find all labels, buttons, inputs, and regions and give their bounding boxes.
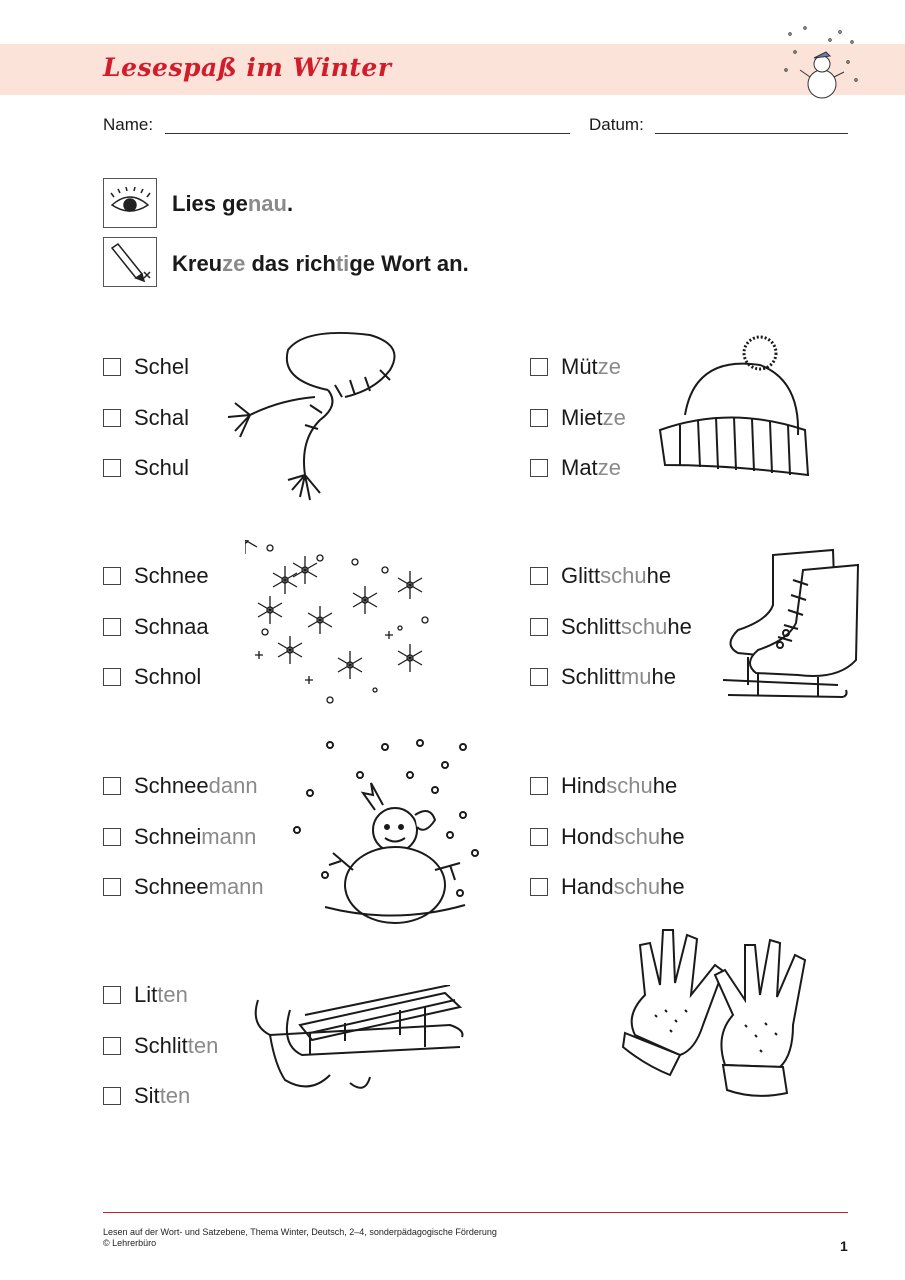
sled-picture xyxy=(250,985,475,1105)
option-word xyxy=(134,455,189,481)
word-syllable: Miet xyxy=(561,404,603,430)
option-row[interactable] xyxy=(103,874,264,900)
option-word xyxy=(561,824,685,850)
option-word xyxy=(134,773,258,799)
instruction-syllable: nau xyxy=(247,191,287,216)
option-word xyxy=(134,1083,190,1109)
option-row[interactable] xyxy=(530,773,677,799)
option-row[interactable] xyxy=(530,563,671,589)
instruction-check xyxy=(172,251,469,277)
date-label: Datum: xyxy=(589,115,644,134)
option-row[interactable] xyxy=(103,1033,218,1059)
word-syllable: Hond xyxy=(561,823,614,849)
snowman-picture xyxy=(285,735,480,925)
word-syllable: Mat xyxy=(561,455,598,480)
word-syllable-highlight: ten xyxy=(159,1083,191,1108)
word-syllable-highlight: mann xyxy=(201,823,257,849)
option-row[interactable] xyxy=(103,982,188,1008)
option-word xyxy=(561,455,621,481)
word-syllable: Schlitt xyxy=(561,613,621,639)
footer-line-2: © Lehrerbüro xyxy=(103,1238,157,1248)
word-syllable: Hand xyxy=(561,874,614,899)
page-number: 1 xyxy=(840,1238,848,1254)
option-row[interactable] xyxy=(530,614,692,640)
word-syllable: Lit xyxy=(134,982,158,1007)
instruction-read xyxy=(172,191,293,217)
option-word xyxy=(561,614,692,640)
eye-icon xyxy=(104,179,156,227)
answer-checkbox[interactable] xyxy=(530,777,548,795)
option-row[interactable] xyxy=(103,614,209,640)
word-syllable: he xyxy=(660,874,685,899)
word-syllable-highlight: ten xyxy=(187,1032,219,1058)
word-syllable: Schnee xyxy=(134,874,209,899)
option-word xyxy=(134,664,201,690)
word-syllable: he xyxy=(651,664,676,689)
word-syllable: Schal xyxy=(134,404,190,430)
word-syllable: Schlitt xyxy=(561,664,621,689)
word-syllable: Müt xyxy=(561,354,598,379)
word-syllable-highlight: schu xyxy=(613,874,661,899)
option-word xyxy=(561,664,676,690)
option-word xyxy=(134,354,189,380)
option-row[interactable] xyxy=(530,874,685,900)
option-word xyxy=(134,405,189,431)
footer-rule xyxy=(103,1212,848,1213)
answer-checkbox[interactable] xyxy=(103,409,121,427)
scarf-picture xyxy=(210,325,410,510)
footer-line-1: Lesen auf der Wort- und Satzebene, Thema Winter, Deutsch, 2–4, sonderpädagogische Förderung xyxy=(103,1227,497,1237)
answer-checkbox[interactable] xyxy=(530,409,548,427)
snowflakes-picture xyxy=(245,540,440,705)
word-syllable: he xyxy=(646,563,672,588)
option-word xyxy=(134,982,188,1008)
word-syllable-highlight: dann xyxy=(208,773,258,798)
name-label: Name: xyxy=(103,115,154,134)
word-syllable-highlight: ten xyxy=(157,982,188,1007)
option-word xyxy=(134,874,264,900)
word-syllable: Schnee xyxy=(134,773,209,798)
instruction-text: ge Wort an. xyxy=(349,251,469,276)
word-syllable: Glitt xyxy=(561,563,601,588)
option-row[interactable] xyxy=(103,563,209,589)
hat-picture xyxy=(650,325,815,490)
word-syllable-highlight: ze xyxy=(602,404,626,430)
word-syllable-highlight: ze xyxy=(597,354,621,379)
word-syllable-highlight: schu xyxy=(600,563,647,588)
pencil-icon xyxy=(104,238,156,286)
instruction-text: . xyxy=(286,191,294,216)
option-word xyxy=(134,563,209,589)
word-syllable-highlight: mann xyxy=(208,874,264,899)
answer-checkbox[interactable] xyxy=(103,828,121,846)
option-word xyxy=(134,824,256,850)
answer-checkbox[interactable] xyxy=(103,1037,121,1055)
word-syllable: Hind xyxy=(561,773,607,798)
option-row[interactable] xyxy=(103,455,189,481)
word-syllable: Schnee xyxy=(134,563,209,588)
word-syllable: he xyxy=(652,773,678,798)
page-title: Lesespaß im Winter xyxy=(103,53,392,82)
option-word xyxy=(561,354,621,380)
word-syllable: Schnei xyxy=(134,823,202,849)
option-row[interactable] xyxy=(103,405,189,431)
pencil-icon-box xyxy=(103,237,157,287)
option-row[interactable] xyxy=(103,773,258,799)
option-row[interactable] xyxy=(103,1083,190,1109)
option-row[interactable] xyxy=(530,824,685,850)
instruction-syllable: ze xyxy=(222,251,246,276)
answer-checkbox[interactable] xyxy=(103,878,121,896)
word-syllable: Schlit xyxy=(134,1032,188,1058)
eye-icon-box xyxy=(103,178,157,228)
answer-checkbox[interactable] xyxy=(103,567,121,585)
option-row[interactable] xyxy=(530,664,676,690)
answer-checkbox[interactable] xyxy=(103,986,121,1004)
instruction-text: Lies ge xyxy=(172,191,248,216)
option-word xyxy=(561,773,677,799)
word-syllable-highlight: ze xyxy=(597,455,621,480)
skates-picture xyxy=(718,545,868,710)
word-syllable: Schnaa xyxy=(134,613,209,639)
snowman-icon xyxy=(780,22,865,107)
word-syllable: he xyxy=(660,823,685,849)
answer-checkbox[interactable] xyxy=(103,777,121,795)
answer-checkbox[interactable] xyxy=(103,668,121,686)
answer-checkbox[interactable] xyxy=(530,618,548,636)
option-row[interactable] xyxy=(530,405,626,431)
word-syllable: he xyxy=(667,613,692,639)
word-syllable: Schul xyxy=(134,455,190,480)
option-word xyxy=(561,563,671,589)
option-row[interactable] xyxy=(103,824,256,850)
word-syllable-highlight: schu xyxy=(613,823,661,849)
word-syllable-highlight: schu xyxy=(606,773,653,798)
answer-checkbox[interactable] xyxy=(103,459,121,477)
word-syllable: Sit xyxy=(134,1083,160,1108)
option-word xyxy=(134,1033,218,1059)
option-word xyxy=(561,405,626,431)
instruction-syllable: ti xyxy=(335,251,350,276)
option-row[interactable] xyxy=(530,455,621,481)
gloves-picture xyxy=(605,915,830,1100)
option-row[interactable] xyxy=(103,354,189,380)
answer-checkbox[interactable] xyxy=(530,358,548,376)
word-syllable-highlight: mu xyxy=(620,664,652,689)
option-row[interactable] xyxy=(103,664,201,690)
date-field[interactable] xyxy=(655,133,848,134)
answer-checkbox[interactable] xyxy=(103,1087,121,1105)
instruction-text: das rich xyxy=(245,251,336,276)
word-syllable: Schel xyxy=(134,354,190,379)
answer-checkbox[interactable] xyxy=(103,358,121,376)
answer-checkbox[interactable] xyxy=(103,618,121,636)
instruction-text: Kreu xyxy=(172,251,223,276)
option-row[interactable] xyxy=(530,354,621,380)
answer-checkbox[interactable] xyxy=(530,567,548,585)
option-word xyxy=(561,874,685,900)
answer-checkbox[interactable] xyxy=(530,828,548,846)
answer-checkbox[interactable] xyxy=(530,668,548,686)
option-word xyxy=(134,614,209,640)
answer-checkbox[interactable] xyxy=(530,459,548,477)
name-field[interactable] xyxy=(165,133,570,134)
word-syllable: Schnol xyxy=(134,664,202,689)
answer-checkbox[interactable] xyxy=(530,878,548,896)
footer-text xyxy=(103,1227,497,1249)
word-syllable-highlight: schu xyxy=(620,613,668,639)
